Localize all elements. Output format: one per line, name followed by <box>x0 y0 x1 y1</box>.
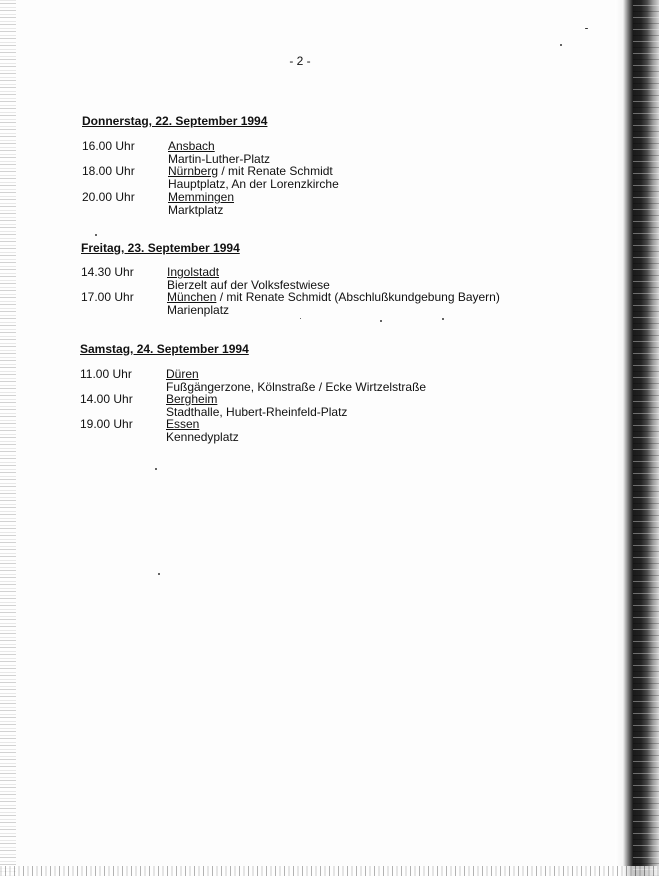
event-details <box>167 266 330 292</box>
event-city: Memmingen <box>168 190 235 204</box>
event-details <box>166 393 347 419</box>
event-note: / mit Renate Schmidt (Abschlußkundgebung Bayern) <box>216 290 500 304</box>
event-city: Ansbach <box>168 139 215 153</box>
event-details <box>168 191 234 217</box>
event-location: Fußgängerzone, Kölnstraße / Ecke Wirtzelstraße <box>166 380 427 394</box>
event-city: Düren <box>166 367 199 381</box>
event-details <box>166 368 426 394</box>
section-heading-friday: Freitag, 23. September 1994 <box>81 241 240 255</box>
event-city: München <box>167 290 217 304</box>
event-time: 17.00 Uhr <box>81 290 134 304</box>
section-heading-saturday: Samstag, 24. September 1994 <box>80 342 249 356</box>
event-details <box>168 140 270 166</box>
scan-speck <box>560 44 562 46</box>
event-note: / mit Renate Schmidt <box>218 164 333 178</box>
scan-edge-left <box>0 0 16 876</box>
scan-speck <box>158 573 160 575</box>
page-number: - 2 - <box>289 54 311 68</box>
scan-speck <box>300 318 301 319</box>
event-location: Hauptplatz, An der Lorenzkirche <box>168 177 339 191</box>
event-time: 16.00 Uhr <box>82 139 135 153</box>
event-time: 20.00 Uhr <box>82 190 135 204</box>
event-city: Bergheim <box>166 392 218 406</box>
event-city: Nürnberg <box>168 164 219 178</box>
event-location: Stadthalle, Hubert-Rheinfeld-Platz <box>166 405 348 419</box>
event-time: 14.30 Uhr <box>81 265 134 279</box>
event-location: Marktplatz <box>168 203 224 217</box>
scan-speck <box>95 234 97 236</box>
event-time: 11.00 Uhr <box>80 367 132 381</box>
scan-speck <box>585 28 588 29</box>
scan-speck <box>380 320 382 322</box>
scan-speck <box>155 468 157 470</box>
event-location: Marienplatz <box>167 303 230 317</box>
event-details <box>168 165 339 191</box>
event-details <box>166 418 239 444</box>
event-time: 19.00 Uhr <box>80 417 133 431</box>
event-time: 14.00 Uhr <box>80 392 133 406</box>
event-location: Bierzelt auf der Volksfestwiese <box>167 278 330 292</box>
event-details <box>167 291 500 317</box>
event-location: Martin-Luther-Platz <box>168 152 271 166</box>
event-city: Ingolstadt <box>167 265 220 279</box>
scan-edge-right-noise <box>633 0 659 876</box>
scan-speck <box>442 318 444 320</box>
event-time: 18.00 Uhr <box>82 164 135 178</box>
event-city: Essen <box>166 417 200 431</box>
event-location: Kennedyplatz <box>166 430 239 444</box>
section-heading-thursday: Donnerstag, 22. September 1994 <box>82 114 268 128</box>
scan-edge-bottom <box>0 866 659 876</box>
